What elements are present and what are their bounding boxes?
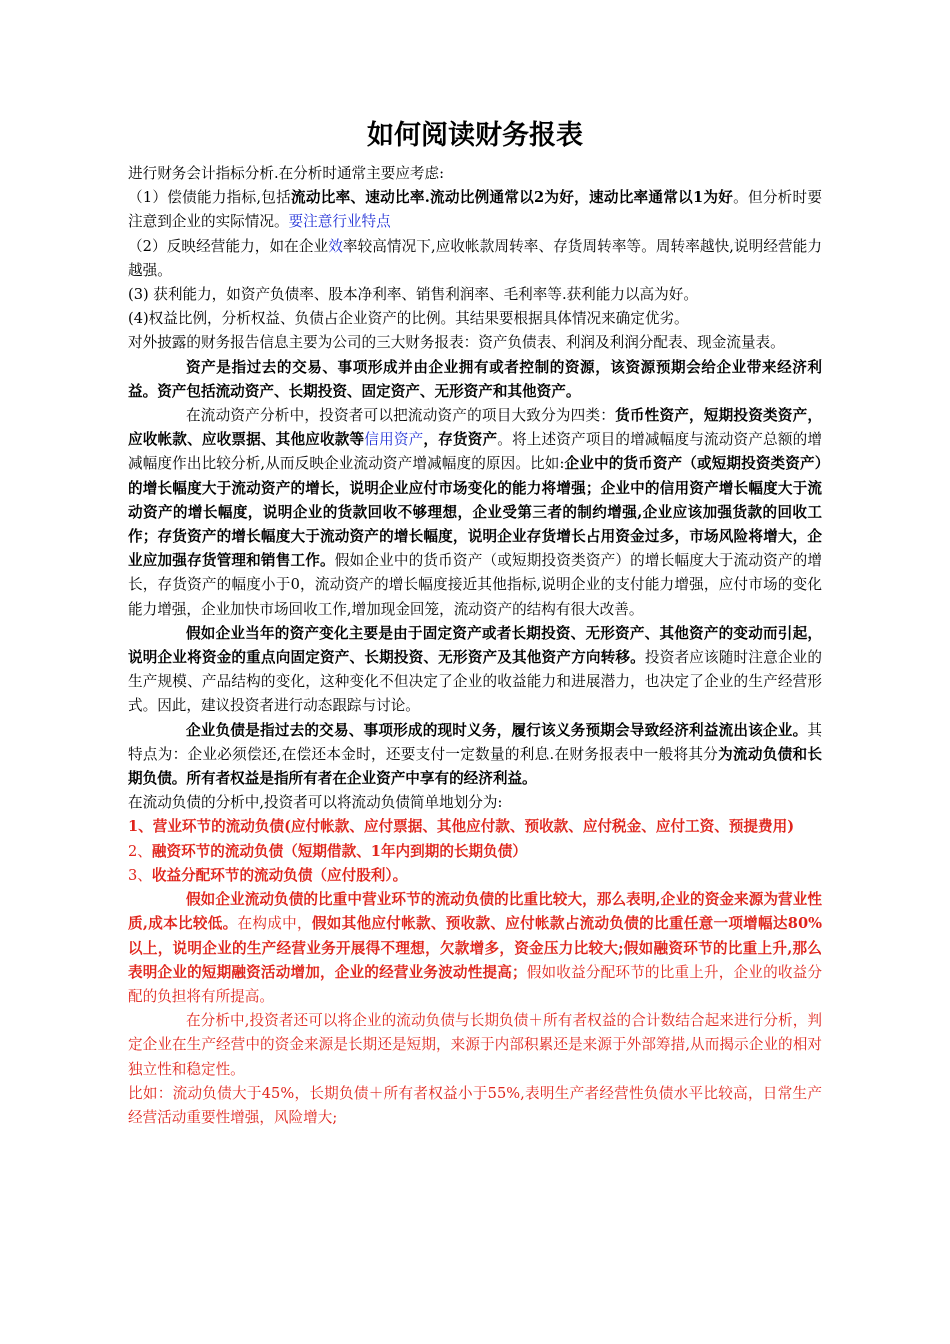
blue-text: 效 [328, 237, 343, 255]
solvency-paragraph [128, 186, 822, 234]
example-paragraph: 比如：流动负债大于45%，长期负债＋所有者权益小于55%,表明生产者经营性负债水平比较高，日常生产经营活动重要性增强，风险增大; [128, 1084, 822, 1126]
profitability-paragraph: (3) 获利能力，如资产负债率、股本净利率、销售利润率、毛利率等.获利能力以高为好。 [128, 286, 698, 304]
equity-paragraph: (4)权益比例，分析权益、负债占企业资产的比例。其结果要根据具体情况来确定优劣。 [128, 310, 689, 328]
blue-note: 要注意行业特点 [288, 213, 391, 231]
text: 3、 [128, 866, 152, 884]
liabilities-definition [128, 719, 822, 792]
text: 率较高情况下,应收帐款周转率、存货周转率等。周转率越快,说明经营能力越强。 [128, 237, 822, 279]
bold-text: 假如企业流动负债的比重中营业环节的流动负债的比重比较大，那么表明,企业的资金来源为营业性质,成本比较低。 [128, 891, 822, 933]
text: 投资者应该随时注意企业的生产规模、产品结构的变化，这种变化不但决定了企业的收益能力和进展潜力，也决定了企业的生产经营形式。因此，建议投资者进行动态跟踪与讨论。 [128, 649, 822, 715]
bold-text: 收益分配环节的流动负债（应付股利）。 [151, 866, 408, 884]
text: 假如收益分配环节的比重上升，企业的收益分配的负担将有所提高。 [128, 963, 822, 1005]
asset-change-paragraph [128, 622, 822, 719]
text: （1）偿债能力指标,包括 [128, 189, 291, 207]
intro-line [128, 162, 822, 186]
text: 假如企业中的货币资产（或短期投资类资产）的增长幅度大于流动资产的增长，存货资产的幅度小于0，流动资产的增长幅度接近其他指标,说明企业的支付能力增强，应付市场的变化能力增强，企业加快市场回收工作,增加现金回笼，流动资产的结构有很大改善。 [128, 552, 822, 618]
text: 。将上述资产项目的增减幅度与流动资产总额的增减幅度作出比较分析,从而反映企业流动资产增减幅度的原因。比如: [128, 431, 822, 473]
bold-text: 假如企业当年的资产变化主要是由于固定资产或者长期投资、无形资产、其他资产的变动而引起，说明企业将资金的重点向固定资产、长期投资、无形资产及其他资产方向转移。 [128, 624, 822, 667]
text: 进行财务会计指标分析.在分析时通常主要应考虑: [128, 165, 445, 182]
text: 。但分析时要注意到企业的实际情况。 [128, 189, 822, 231]
list-item-2 [128, 840, 822, 864]
bold-text: 为流动负债和长期负债。所有者权益是指所有者在企业资产中享有的经济利益。 [128, 745, 822, 788]
bold-text: 货币性资产，短期投资类资产，应收帐款、应收票据、其他应收款等 [128, 407, 822, 449]
bold-text: 流动比率、速动比率.流动比例通常以2为好，速动比率通常以1为好 [291, 189, 734, 207]
blue-text: 信用资产 [364, 431, 424, 449]
bold-text: 假如其他应付帐款、预收款、应付帐款占流动负债的比重任意一项增幅达80%以上，说明企业的生产经营业务开展得不理想，欠款增多，资金压力比较大;假如融资环节的比重上升,那么表明企业的短期融资活动增加，企业的经营业务波动性提高； [128, 915, 822, 981]
current-assets-paragraph [128, 404, 822, 622]
text: 在流动资产分析中，投资者可以把流动资产的项目大致分为四类： [186, 407, 616, 425]
text: 其特点为：企业必须偿还,在偿还本金时，还要支付一定数量的利息.在财务报表中一般将其分 [128, 721, 822, 763]
text: 在构成中， [237, 915, 312, 933]
text: （2）反映经营能力，如在企业 [128, 237, 329, 255]
bold-text: 企业中的货币资产（或短期投资类资产）的增长幅度大于流动资产的增长，说明企业应付市场变化的能力将增强；企业中的信用资产增长幅度大于流动资产的增长幅度，说明企业的货款回收不够理想，企业受第三者的制约增强,企业应该加强货款的回收工作；存货资产的增长幅度大于流动资产的增长幅度，说明企业存货增长占用资金过多，市场风险将增大，企业应加强存货管理和销售工作。 [128, 455, 822, 570]
current-liabilities-intro: 在流动负债的分析中,投资者可以将流动负债简单地划分为: [128, 794, 503, 812]
list-item-3 [128, 864, 822, 888]
bold-text: 融资环节的流动负债（短期借款、1年内到期的长期负债） [151, 842, 527, 860]
liability-structure-paragraph [128, 888, 822, 1009]
funding-source-paragraph: 在分析中,投资者还可以将企业的流动负债与长期负债＋所有者权益的合计数结合起来进行分析，判定企业在生产经营中的资金来源是长期还是短期，来源于内部积累还是来源于外部筹措,从而揭示企业的相对独立性和稳定性。 [128, 1012, 822, 1078]
bold-text: 企业负债是指过去的交易、事项形成的现时义务，履行该义务预期会导致经济利益流出该企业。 [186, 721, 808, 739]
text: 2、 [128, 842, 152, 860]
bold-text: ，存货资产 [423, 431, 498, 449]
page-title: 如何阅读财务报表 [367, 120, 583, 151]
assets-definition: 资产是指过去的交易、事项形成并由企业拥有或者控制的资源，该资源预期会给企业带来经济利益。资产包括流动资产、长期投资、固定资产、无形资产和其他资产。 [128, 358, 822, 400]
list-item-1: 1、营业环节的流动负债(应付帐款、应付票据、其他应付款、预收款、应付税金、应付工资、预提费用) [128, 818, 795, 836]
disclosure-paragraph: 对外披露的财务报告信息主要为公司的三大财务报表：资产负债表、利润及利润分配表、现金流量表。 [128, 334, 785, 352]
operating-paragraph [128, 235, 822, 283]
